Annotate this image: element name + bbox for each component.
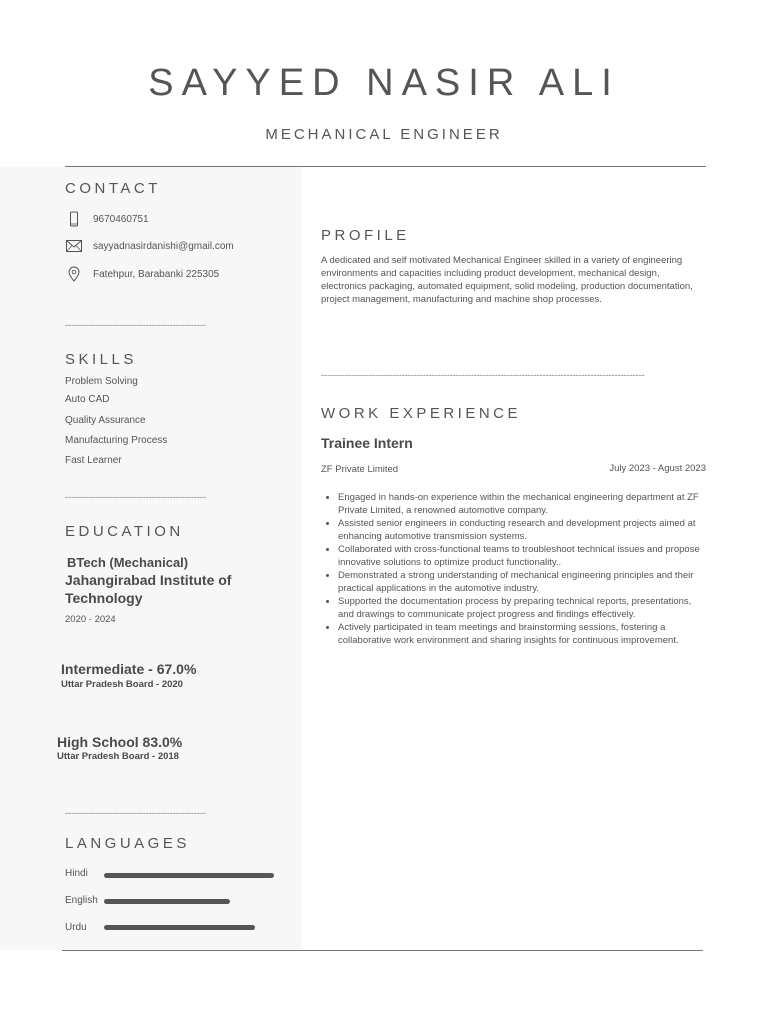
education-divider: ----------------------------------------------- — [65, 808, 206, 818]
phone-number: 9670460751 — [93, 213, 149, 225]
degree: BTech (Mechanical) — [67, 555, 189, 570]
institute: Jahangirabad Institute of Technology — [65, 572, 232, 606]
highschool-board: Uttar Pradesh Board - 2018 — [57, 751, 179, 762]
language-name: Hindi — [65, 868, 88, 879]
language-bar-fill — [104, 925, 255, 930]
highschool-score: High School 83.0% — [57, 734, 183, 750]
email-address: sayyadnasirdanishi@gmail.com — [93, 240, 234, 252]
duty-item: • Actively participated in team meetings and brainstorming sessions, fostering a collaborative work environment and sharing insights for continuous improvement. — [338, 621, 706, 647]
language-bar — [104, 899, 274, 904]
work-role: Trainee Intern — [321, 435, 413, 451]
education-heading: EDUCATION — [65, 523, 184, 540]
duty-item: • Demonstrated a strong understanding of mechanical engineering principles and their practical applications in the automotive industry. — [338, 569, 706, 595]
location-pin-icon — [65, 266, 83, 282]
duty-item: • Supported the documentation process by preparing technical reports, presentations, and drawings to communicate project progress and findings effectively. — [338, 595, 706, 621]
skill-item: Problem Solving — [65, 376, 138, 387]
phone-icon — [65, 211, 83, 227]
profile-heading: PROFILE — [321, 227, 410, 244]
work-dates: July 2023 - Agust 2023 — [609, 463, 706, 474]
duty-item: • Assisted senior engineers in conducting research and development projects aimed at enhancing automotive transmission systems. — [338, 517, 706, 543]
footer-divider — [62, 950, 703, 951]
intermediate-score: Intermediate - 67.0% — [61, 661, 197, 677]
address: Fatehpur, Barabanki 225305 — [93, 268, 220, 280]
language-name: Urdu — [65, 922, 87, 933]
candidate-name: SAYYED NASIR ALI — [148, 62, 620, 104]
skill-item: Fast Learner — [65, 455, 122, 466]
profile-text: A dedicated and self motivated Mechanical Engineer skilled in a variety of engineering environments and capacities including product development, mechanical design, electronics packaging, automated equipment, solid modeling, production documentation, project management, manufacturing and machine shop processes. — [321, 255, 693, 305]
contact-divider: ----------------------------------------------- — [65, 320, 206, 330]
work-duties — [321, 491, 706, 647]
language-bar-fill — [104, 899, 230, 904]
degree-years: 2020 - 2024 — [65, 614, 116, 625]
intermediate-board: Uttar Pradesh Board - 2020 — [61, 679, 183, 690]
language-bar-fill — [104, 873, 274, 878]
skill-item: Manufacturing Process — [65, 435, 168, 446]
skill-item: Quality Assurance — [65, 415, 146, 426]
skills-heading: SKILLS — [65, 351, 137, 368]
language-name: English — [65, 895, 98, 906]
contact-heading: CONTACT — [65, 180, 161, 197]
duty-item: • Engaged in hands-on experience within the mechanical engineering department at ZF Private Limited, a renowned automotive company. — [338, 491, 706, 517]
language-bar — [104, 873, 274, 878]
skill-item: Auto CAD — [65, 394, 110, 405]
skills-divider: ----------------------------------------------- — [65, 492, 206, 502]
job-title: MECHANICAL ENGINEER — [265, 126, 503, 143]
mail-icon — [65, 238, 83, 254]
language-bar — [104, 925, 274, 930]
duty-item: • Collaborated with cross-functional teams to troubleshoot technical issues and propose innovative solutions to optimize product functionality.. — [338, 543, 706, 569]
work-heading: WORK EXPERIENCE — [321, 405, 522, 422]
profile-divider: ------------------------------------------------------------------------------------------------------------ — [321, 370, 645, 380]
contact-phone-row — [65, 210, 149, 228]
work-company: ZF Private Limited — [321, 464, 399, 475]
languages-heading: LANGUAGES — [65, 835, 190, 852]
contact-email-row — [65, 237, 234, 255]
contact-address-row — [65, 265, 219, 283]
